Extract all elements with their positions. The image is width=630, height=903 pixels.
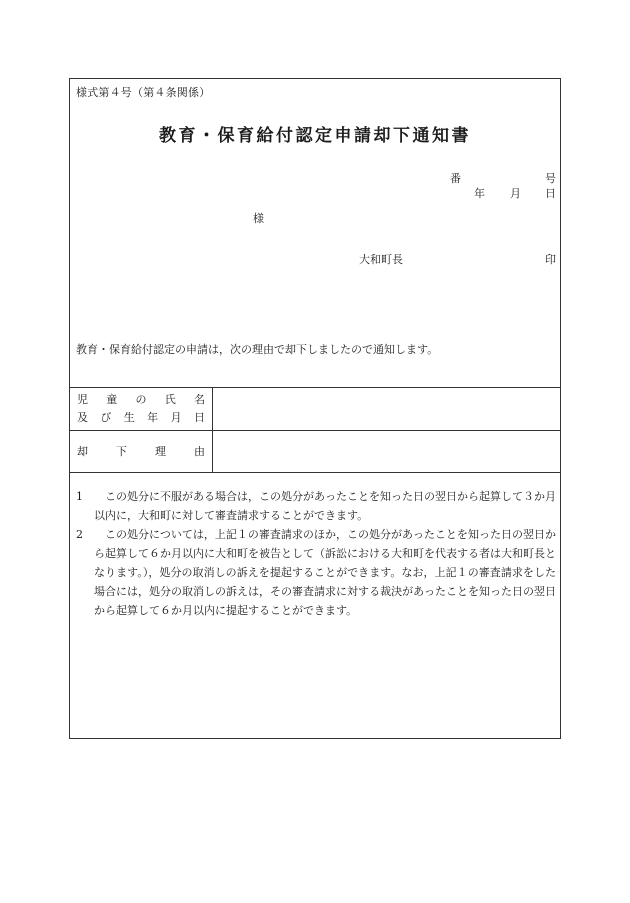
label-char: 年 [147, 411, 159, 424]
note-number: 2 [76, 528, 83, 541]
label-char: 氏 [164, 393, 176, 406]
table-middle-border [70, 430, 560, 431]
issuer-name: 大和町長 [359, 253, 403, 266]
form-number: 様式第４号（第４条関係） [76, 86, 211, 99]
rejection-reason-label [77, 443, 205, 459]
label-char: 名 [194, 393, 205, 406]
note-number: 1 [76, 490, 83, 503]
label-char: 日 [193, 411, 205, 424]
label-char: 却 [77, 445, 88, 458]
label-char: 理 [155, 445, 166, 458]
date-label-month: 月 [510, 187, 521, 200]
label-char: 月 [170, 411, 182, 424]
label-char: 童 [106, 393, 118, 406]
label-char: 由 [194, 445, 205, 458]
document-title: 教育・保育給付認定申請却下通知書 [159, 126, 471, 146]
table-top-border [70, 387, 560, 388]
table-column-divider [212, 387, 213, 472]
seal-mark: 印 [545, 253, 556, 266]
child-name-label [77, 391, 205, 407]
note-text: この処分に不服がある場合は，この処分があったことを知った日の翌日から起算して３か月以内に，大和町に対して審査請求することができます。 [94, 490, 556, 522]
notice-statement: 教育・保育給付認定の申請は，次の理由で却下しましたので通知します。 [76, 343, 439, 356]
label-char: 下 [116, 445, 127, 458]
date-label-day: 日 [545, 187, 556, 200]
number-label-go: 号 [545, 172, 556, 185]
label-char: 生 [123, 411, 135, 424]
table-bottom-border [70, 472, 560, 473]
notes-section [76, 487, 556, 620]
label-char: の [135, 393, 147, 406]
addressee-suffix: 様 [253, 212, 264, 225]
label-char: 及 [77, 411, 88, 424]
number-label-ban: 番 [450, 172, 461, 185]
notice-form [69, 78, 561, 739]
note-item [76, 487, 556, 525]
note-item [76, 525, 556, 620]
birthdate-label [77, 409, 205, 425]
label-char: 児 [77, 393, 88, 406]
date-label-year: 年 [474, 187, 485, 200]
label-char: び [100, 411, 112, 424]
note-text: この処分については，上記１の審査請求のほか，この処分があったことを知った日の翌日から起算して６か月以内に大和町を被告として（訴訟における大和町を代表する者は大和町長となります。），処分の取消しの訴えを提起することができます。なお，上記１の審査請求をした場合には，処分の取消しの訴えは，その審査請求に対する裁決があったことを知った日の翌日から起算して６か月以内に提起することができます。 [94, 528, 556, 617]
